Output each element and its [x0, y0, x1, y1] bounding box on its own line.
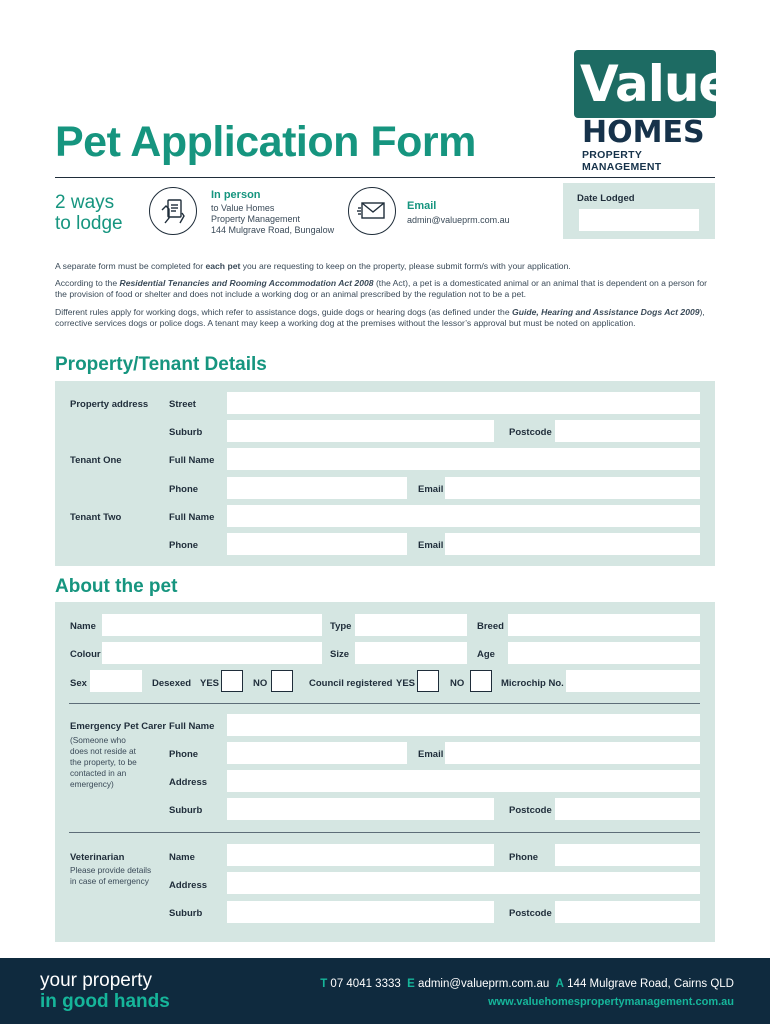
vet-note-line-2: in case of emergency: [70, 876, 149, 886]
emergency-address-input[interactable]: [227, 770, 700, 792]
email-title: Email: [407, 200, 437, 212]
vet-phone-label: Phone: [509, 852, 539, 863]
logo-homes-text: HOMES: [582, 115, 705, 150]
suburb-input[interactable]: [227, 420, 494, 442]
pet-type-input[interactable]: [355, 614, 467, 636]
property-panel: [55, 381, 715, 566]
in-person-line-1: to Value Homes: [211, 203, 275, 213]
vet-note: [70, 865, 151, 887]
postcode-input[interactable]: [555, 420, 700, 442]
desexed-yes-checkbox[interactable]: [221, 670, 243, 692]
desexed-yes-label: YES: [200, 678, 220, 689]
tenant-two-fullname-input[interactable]: [227, 505, 700, 527]
emergency-suburb-input[interactable]: [227, 798, 494, 820]
pet-name-label: Name: [70, 621, 96, 632]
desexed-no-label: NO: [253, 678, 268, 689]
suburb-label: Suburb: [169, 427, 203, 438]
intro-p2-a: According to the: [55, 278, 120, 288]
document-hand-icon: [149, 187, 197, 235]
postcode-label: Postcode: [509, 427, 552, 438]
logo-pm-text: PROPERTY MANAGEMENT: [582, 149, 662, 173]
street-label: Street: [169, 399, 196, 410]
pet-name-input[interactable]: [102, 614, 322, 636]
footer-tagline-1: your property: [40, 970, 152, 991]
vet-suburb-input[interactable]: [227, 901, 494, 923]
emergency-suburb-label: Suburb: [169, 805, 203, 816]
tenant-one-email-label: Email: [418, 484, 444, 495]
pet-breed-label: Breed: [477, 621, 504, 632]
pet-size-input[interactable]: [355, 642, 467, 664]
emergency-email-input[interactable]: [445, 742, 700, 764]
ways-to-lodge: [55, 192, 123, 234]
pet-section-heading: About the pet: [55, 576, 178, 597]
footer-address: 144 Mulgrave Road, Cairns QLD: [567, 978, 734, 990]
tenant-one-fullname-input[interactable]: [227, 448, 700, 470]
property-section-heading: Property/Tenant Details: [55, 354, 267, 375]
tenant-one-label: Tenant One: [70, 455, 122, 466]
footer-address-key: A: [555, 978, 564, 990]
tenant-two-label: Tenant Two: [70, 512, 122, 523]
date-lodged-label: Date Lodged: [577, 193, 635, 204]
tenant-two-phone-label: Phone: [169, 540, 199, 551]
in-person-title: In person: [211, 189, 261, 201]
date-lodged-box: [563, 183, 715, 239]
pet-age-label: Age: [477, 649, 495, 660]
pet-type-label: Type: [330, 621, 352, 632]
footer-website-link[interactable]: www.valuehomespropertymanagement.com.au: [488, 996, 734, 1008]
street-input[interactable]: [227, 392, 700, 414]
emergency-address-label: Address: [169, 777, 208, 788]
intro-p2-act: Residential Tenancies and Rooming Accommodation Act 2008: [119, 278, 374, 288]
emergency-note-line-1: (Someone who: [70, 735, 126, 745]
tenant-one-phone-label: Phone: [169, 484, 199, 495]
page-footer: [0, 958, 770, 1024]
emergency-phone-input[interactable]: [227, 742, 407, 764]
pet-breed-input[interactable]: [508, 614, 700, 636]
company-logo: [574, 50, 732, 173]
envelope-icon: [348, 187, 396, 235]
footer-email[interactable]: admin@valueprm.com.au: [418, 978, 550, 990]
pet-sex-input[interactable]: [90, 670, 142, 692]
emergency-carer-label: Emergency Pet Carer: [70, 721, 167, 732]
logo-value-text: Value: [580, 55, 732, 113]
vet-name-input[interactable]: [227, 844, 494, 866]
microchip-label: Microchip No.: [501, 678, 564, 689]
in-person-line-3: 144 Mulgrave Road, Bungalow: [211, 225, 335, 235]
email-block: [407, 200, 510, 226]
page-title: Pet Application Form: [55, 118, 476, 166]
intro-p3-a: Different rules apply for working dogs, which refer to assistance dogs, guide dogs or hearing dogs (as defined under the: [55, 307, 513, 317]
emergency-postcode-label: Postcode: [509, 805, 552, 816]
intro-p1-a: A separate form must be completed for: [55, 261, 206, 271]
pet-panel: [55, 602, 715, 942]
intro-p2-c: (the Act), a pet is a domesticated animal or an animal that is dependent on a person for the provision of food or shelter and does not include a working dog or an animal prescribed by the regulation not to be a pet.: [55, 278, 708, 299]
footer-phone[interactable]: 07 4041 3333: [330, 978, 401, 990]
emergency-carer-note: [70, 735, 137, 790]
intro-paragraph-1: [55, 261, 715, 272]
pet-divider-1: [69, 703, 700, 704]
tenant-one-fullname-label: Full Name: [169, 455, 215, 466]
emergency-phone-label: Phone: [169, 749, 199, 760]
pet-size-label: Size: [330, 649, 350, 660]
desexed-no-checkbox[interactable]: [271, 670, 293, 692]
emergency-note-line-5: emergency): [70, 779, 114, 789]
vet-name-label: Name: [169, 852, 195, 863]
vet-suburb-label: Suburb: [169, 908, 203, 919]
property-address-label: Property address: [70, 399, 149, 410]
emergency-email-label: Email: [418, 749, 444, 760]
emergency-postcode-input[interactable]: [555, 798, 700, 820]
intro-paragraph-3: [55, 307, 715, 329]
vet-postcode-label: Postcode: [509, 908, 552, 919]
in-person-line-2: Property Management: [211, 214, 301, 224]
intro-p1-bold: each pet: [205, 261, 241, 271]
emergency-note-line-3: the property, to be: [70, 757, 137, 767]
intro-p1-c: you are requesting to keep on the property, please submit form/s with your application.: [240, 261, 571, 271]
council-no-checkbox[interactable]: [470, 670, 492, 692]
council-yes-label: YES: [396, 678, 416, 689]
date-lodged-field[interactable]: [579, 209, 699, 231]
tenant-one-email-input[interactable]: [445, 477, 700, 499]
vet-phone-input[interactable]: [555, 844, 700, 866]
council-yes-checkbox[interactable]: [417, 670, 439, 692]
vet-address-label: Address: [169, 880, 208, 891]
pet-colour-label: Colour: [70, 649, 101, 660]
tenant-two-email-input[interactable]: [445, 533, 700, 555]
tenant-one-phone-input[interactable]: [227, 477, 407, 499]
council-no-label: NO: [450, 678, 465, 689]
tenant-two-email-label: Email: [418, 540, 444, 551]
footer-tagline-2: in good hands: [40, 991, 170, 1012]
emergency-note-line-2: does not reside at: [70, 746, 136, 756]
pet-sex-label: Sex: [70, 678, 87, 689]
tenant-two-phone-input[interactable]: [227, 533, 407, 555]
intro-paragraph-2: [55, 278, 715, 300]
intro-p3-c: ), corrective services dogs or police dogs. A tenant may keep a working dog at the premises without the lessor’s approval but must be noted on application.: [55, 307, 705, 328]
pet-divider-2: [69, 832, 700, 833]
ways-line-2: to lodge: [55, 213, 123, 234]
council-registered-label: Council registered: [309, 678, 393, 689]
tenant-two-fullname-label: Full Name: [169, 512, 215, 523]
footer-contact: [320, 978, 734, 990]
title-divider: [55, 177, 715, 178]
pet-age-input[interactable]: [508, 642, 700, 664]
emergency-note-line-4: contacted in an: [70, 768, 127, 778]
microchip-input[interactable]: [566, 670, 700, 692]
vet-postcode-input[interactable]: [555, 901, 700, 923]
vet-address-input[interactable]: [227, 872, 700, 894]
vet-label: Veterinarian: [70, 852, 125, 863]
pet-colour-input[interactable]: [102, 642, 322, 664]
emergency-fullname-label: Full Name: [169, 721, 215, 732]
footer-phone-key: T: [320, 978, 328, 990]
vet-note-line-1: Please provide details: [70, 865, 152, 875]
desexed-label: Desexed: [152, 678, 192, 689]
email-address[interactable]: admin@valueprm.com.au: [407, 215, 510, 225]
emergency-fullname-input[interactable]: [227, 714, 700, 736]
in-person-block: [211, 189, 334, 236]
intro-p3-act: Guide, Hearing and Assistance Dogs Act 2009: [512, 307, 700, 317]
ways-line-1: 2 ways: [55, 192, 115, 213]
footer-email-key: E: [407, 978, 415, 990]
